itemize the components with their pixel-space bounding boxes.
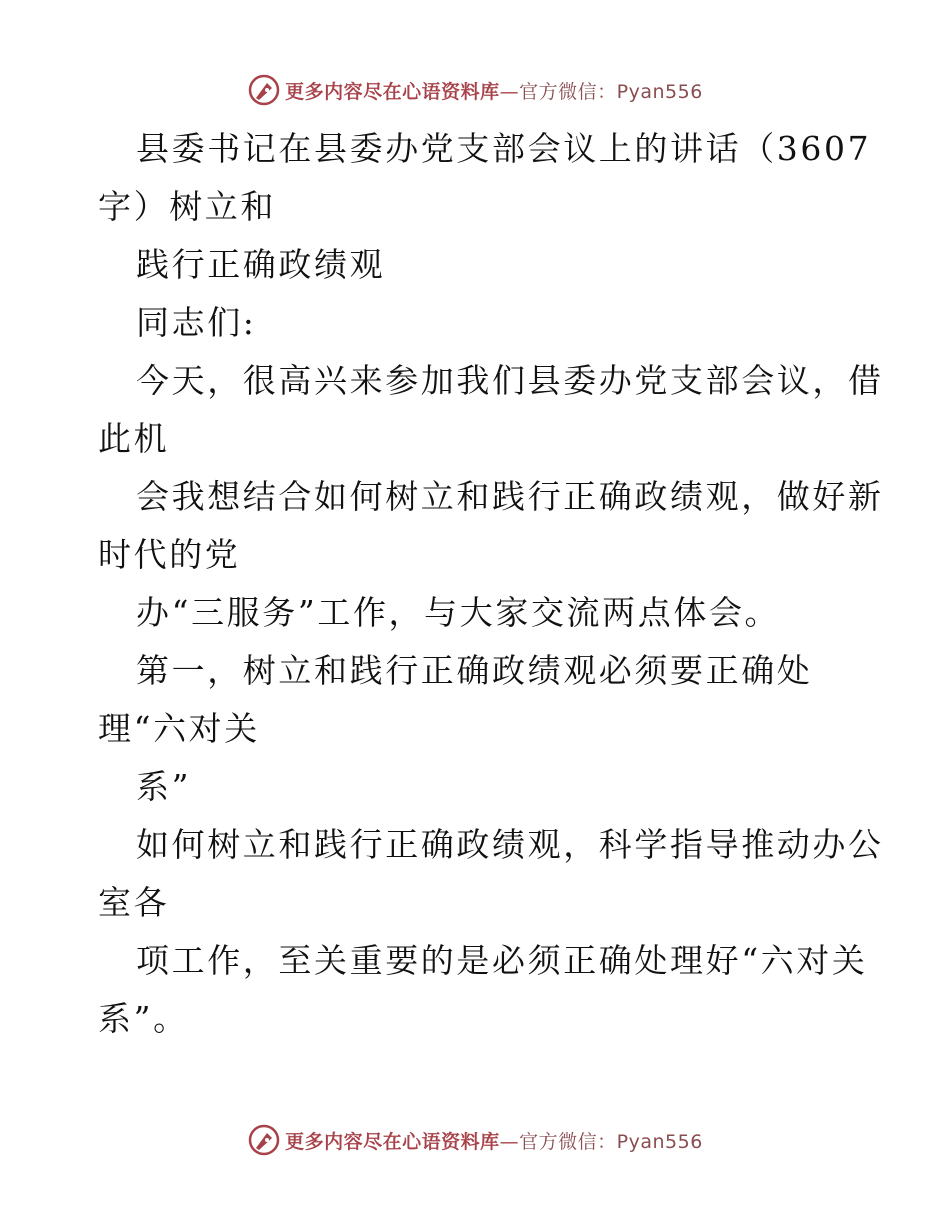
text-line: 室各 — [98, 883, 170, 922]
text-line: 第一，树立和践行正确政绩观必须要正确处 — [136, 651, 813, 690]
text-line: 系” — [136, 767, 192, 806]
pen-nib-logo-icon — [247, 73, 281, 107]
watermark-footer — [0, 1120, 950, 1160]
text-line: 会我想结合如何树立和践行正确政绩观，做好新 — [136, 477, 884, 516]
text-line: 如何树立和践行正确政绩观，科学指导推动办公 — [136, 825, 884, 864]
text-line: 践行正确政绩观 — [136, 245, 386, 284]
text-line: 时代的党 — [98, 535, 241, 574]
text-line: 系”。 — [98, 999, 189, 1038]
watermark-text: 更多内容尽在心语资料库—官方微信：Pyan556 — [285, 80, 703, 103]
text-line: 今天，很高兴来参加我们县委办党支部会议，借 — [136, 361, 884, 400]
watermark-header — [0, 70, 950, 110]
text-line: 同志们: — [136, 303, 257, 342]
text-line: 此机 — [98, 419, 170, 458]
text-line: 理“六对关 — [98, 709, 260, 748]
watermark-text: 更多内容尽在心语资料库—官方微信：Pyan556 — [285, 1130, 703, 1153]
pen-nib-logo-icon — [247, 1123, 281, 1157]
document-body — [98, 120, 884, 1048]
text-line: 项工作，至关重要的是必须正确处理好“六对关 — [136, 941, 868, 980]
text-line: 县委书记在县委办党支部会议上的讲话（3607 — [136, 129, 872, 168]
text-line: 字）树立和 — [98, 187, 276, 226]
text-line: 办“三服务”工作，与大家交流两点体会。 — [136, 593, 781, 632]
